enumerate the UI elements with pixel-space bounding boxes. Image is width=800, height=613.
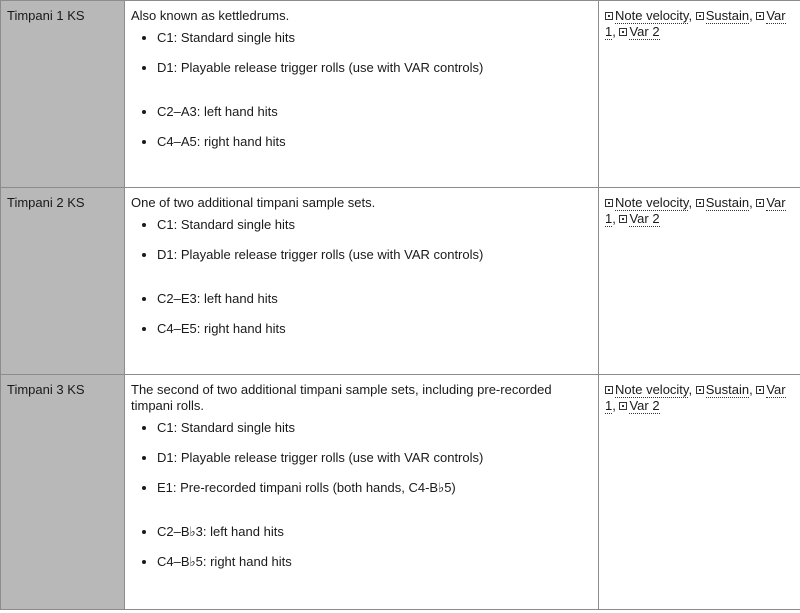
control-link-note-velocity[interactable]: Note velocity: [615, 195, 689, 210]
patch-controls: Note velocity, Sustain, Var 1, Var 2: [599, 188, 800, 375]
patch-description: The second of two additional timpani sample sets, including pre-recorded timpani rolls.: [131, 382, 552, 413]
control-link-var-1[interactable]: Var 1: [605, 195, 786, 226]
note-list: [131, 218, 592, 336]
patch-name: Timpani 3 KS: [1, 375, 125, 610]
note-list: [131, 31, 592, 149]
list-item: • D1: Playable release trigger rolls (use with VAR controls): [157, 61, 592, 75]
expand-box-icon: [605, 199, 613, 207]
list-item: • C1: Standard single hits: [157, 421, 592, 435]
list-item: • C4–A5: right hand hits: [157, 135, 592, 149]
patch-controls: Note velocity, Sustain, Var 1, Var 2: [599, 1, 800, 188]
patch-name: Timpani 2 KS: [1, 188, 125, 375]
list-item: • C4–E5: right hand hits: [157, 322, 592, 336]
control-link-note-velocity[interactable]: Note velocity: [615, 8, 689, 23]
control-link-note-velocity[interactable]: Note velocity: [615, 382, 689, 397]
expand-box-icon: [756, 12, 764, 20]
table-row: [1, 375, 800, 610]
patch-description-cell: [125, 188, 599, 375]
control-link-var-1[interactable]: Var 1: [605, 382, 786, 413]
control-link-var-2[interactable]: Var 2: [629, 398, 660, 413]
expand-box-icon: [696, 199, 704, 207]
table-row: [1, 188, 800, 375]
list-item: • C4–B♭5: right hand hits: [157, 555, 592, 569]
expand-box-icon: [619, 28, 627, 36]
expand-box-icon: [756, 199, 764, 207]
list-item: • D1: Playable release trigger rolls (use with VAR controls): [157, 248, 592, 262]
patch-controls: Note velocity, Sustain, Var 1, Var 2: [599, 375, 800, 610]
note-list: [131, 421, 592, 569]
patch-name: Timpani 1 KS: [1, 1, 125, 188]
list-item: • C2–E3: left hand hits: [157, 292, 592, 306]
expand-box-icon: [619, 215, 627, 223]
control-link-sustain[interactable]: Sustain: [705, 8, 750, 23]
patch-description: One of two additional timpani sample sets.: [131, 195, 376, 210]
list-item: • C2–B♭3: left hand hits: [157, 525, 592, 539]
expand-box-icon: [605, 386, 613, 394]
patch-description-cell: [125, 1, 599, 188]
list-item: • D1: Playable release trigger rolls (use with VAR controls): [157, 451, 592, 465]
patch-description-cell: [125, 375, 599, 610]
list-item: • C1: Standard single hits: [157, 31, 592, 45]
control-link-var-2[interactable]: Var 2: [629, 211, 660, 226]
expand-box-icon: [619, 402, 627, 410]
expand-box-icon: [605, 12, 613, 20]
control-link-sustain[interactable]: Sustain: [705, 382, 750, 397]
control-link-var-2[interactable]: Var 2: [629, 24, 660, 39]
list-item: • C1: Standard single hits: [157, 218, 592, 232]
expand-box-icon: [696, 12, 704, 20]
list-item: • E1: Pre-recorded timpani rolls (both hands, C4-B♭5): [157, 481, 592, 495]
list-item: • C2–A3: left hand hits: [157, 105, 592, 119]
table-row: [1, 1, 800, 188]
control-link-sustain[interactable]: Sustain: [705, 195, 750, 210]
patch-description: Also known as kettledrums.: [131, 8, 290, 23]
expand-box-icon: [696, 386, 704, 394]
expand-box-icon: [756, 386, 764, 394]
control-link-var-1[interactable]: Var 1: [605, 8, 786, 39]
